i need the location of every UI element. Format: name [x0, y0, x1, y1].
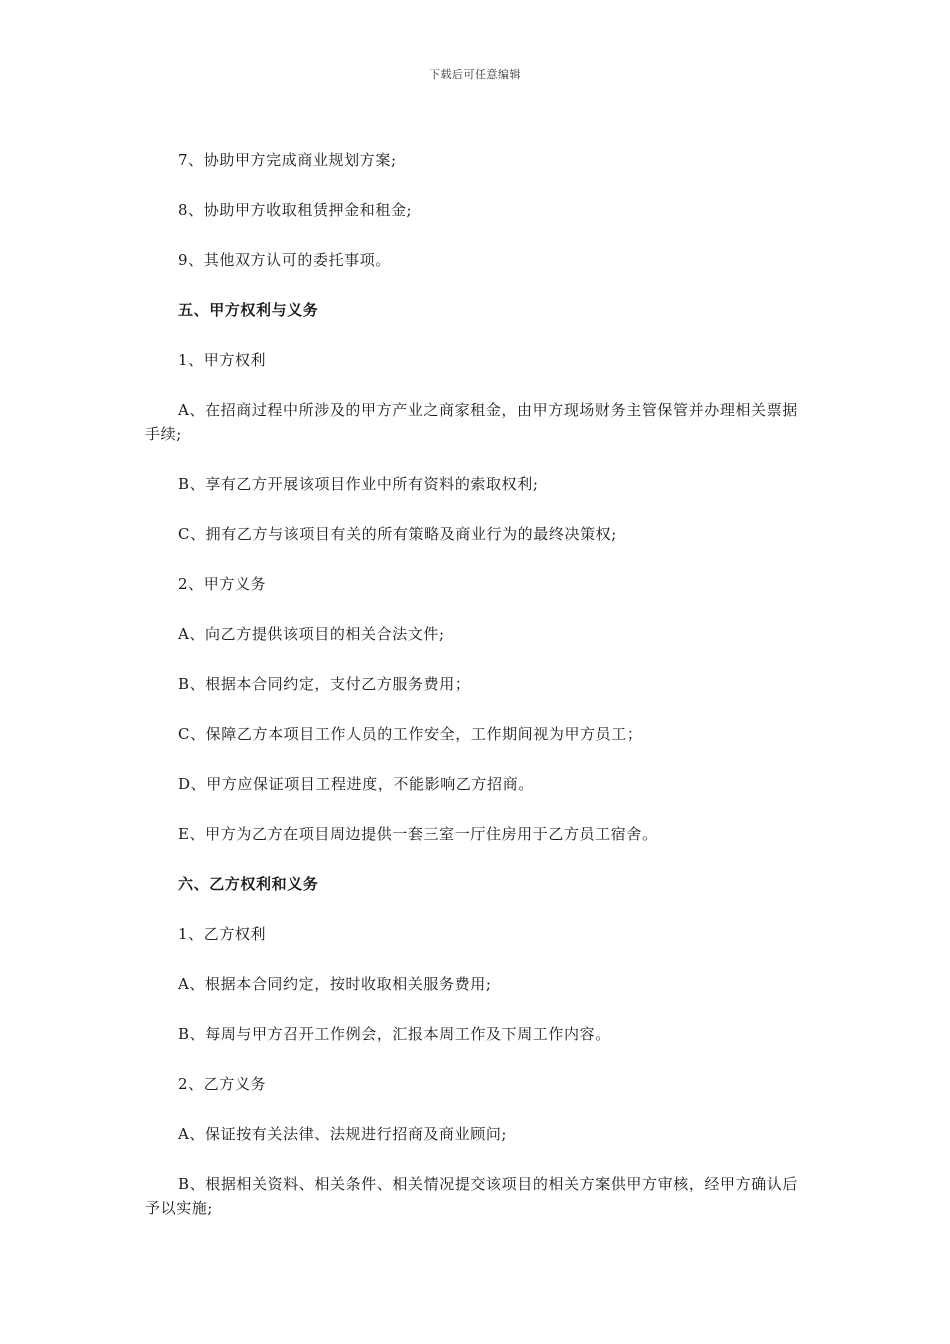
- list-item: C、保障乙方本项目工作人员的工作安全，工作期间视为甲方员工；: [178, 725, 643, 743]
- list-item: A、向乙方提供该项目的相关合法文件;: [178, 625, 445, 643]
- list-item: C、拥有乙方与该项目有关的所有策略及商业行为的最终决策权;: [178, 525, 617, 543]
- list-item: B、每周与甲方召开工作例会，汇报本周工作及下周工作内容。: [178, 1025, 611, 1043]
- list-item: 9、其他双方认可的委托事项。: [178, 251, 391, 269]
- document-body: [145, 148, 810, 1246]
- list-item: B、根据相关资料、相关条件、相关情况提交该项目的相关方案供甲方审核，经甲方确认后予以实施;: [145, 1175, 799, 1217]
- subsection-heading: 2、乙方义务: [178, 1075, 267, 1093]
- section-heading: 六、乙方权利和义务: [178, 875, 319, 893]
- list-item: 8、协助甲方收取租赁押金和租金;: [178, 201, 413, 219]
- list-item: B、享有乙方开展该项目作业中所有资料的索取权利;: [178, 475, 539, 493]
- subsection-heading: 2、甲方义务: [178, 575, 267, 593]
- list-item: A、在招商过程中所涉及的甲方产业之商家租金，由甲方现场财务主管保管并办理相关票据手续;: [145, 401, 798, 443]
- list-item: B、根据本合同约定，支付乙方服务费用；: [178, 675, 471, 693]
- page-header: 下载后可任意编辑: [429, 68, 521, 81]
- subsection-heading: 1、甲方权利: [178, 351, 267, 369]
- list-item: A、保证按有关法律、法规进行招商及商业顾问;: [178, 1125, 508, 1143]
- list-item: D、甲方应保证项目工程进度，不能影响乙方招商。: [178, 775, 534, 793]
- subsection-heading: 1、乙方权利: [178, 925, 267, 943]
- list-item: 7、协助甲方完成商业规划方案;: [178, 151, 397, 169]
- section-heading: 五、甲方权利与义务: [178, 301, 319, 319]
- list-item: E、甲方为乙方在项目周边提供一套三室一厅住房用于乙方员工宿舍。: [178, 825, 658, 843]
- list-item: A、根据本合同约定，按时收取相关服务费用;: [178, 975, 492, 993]
